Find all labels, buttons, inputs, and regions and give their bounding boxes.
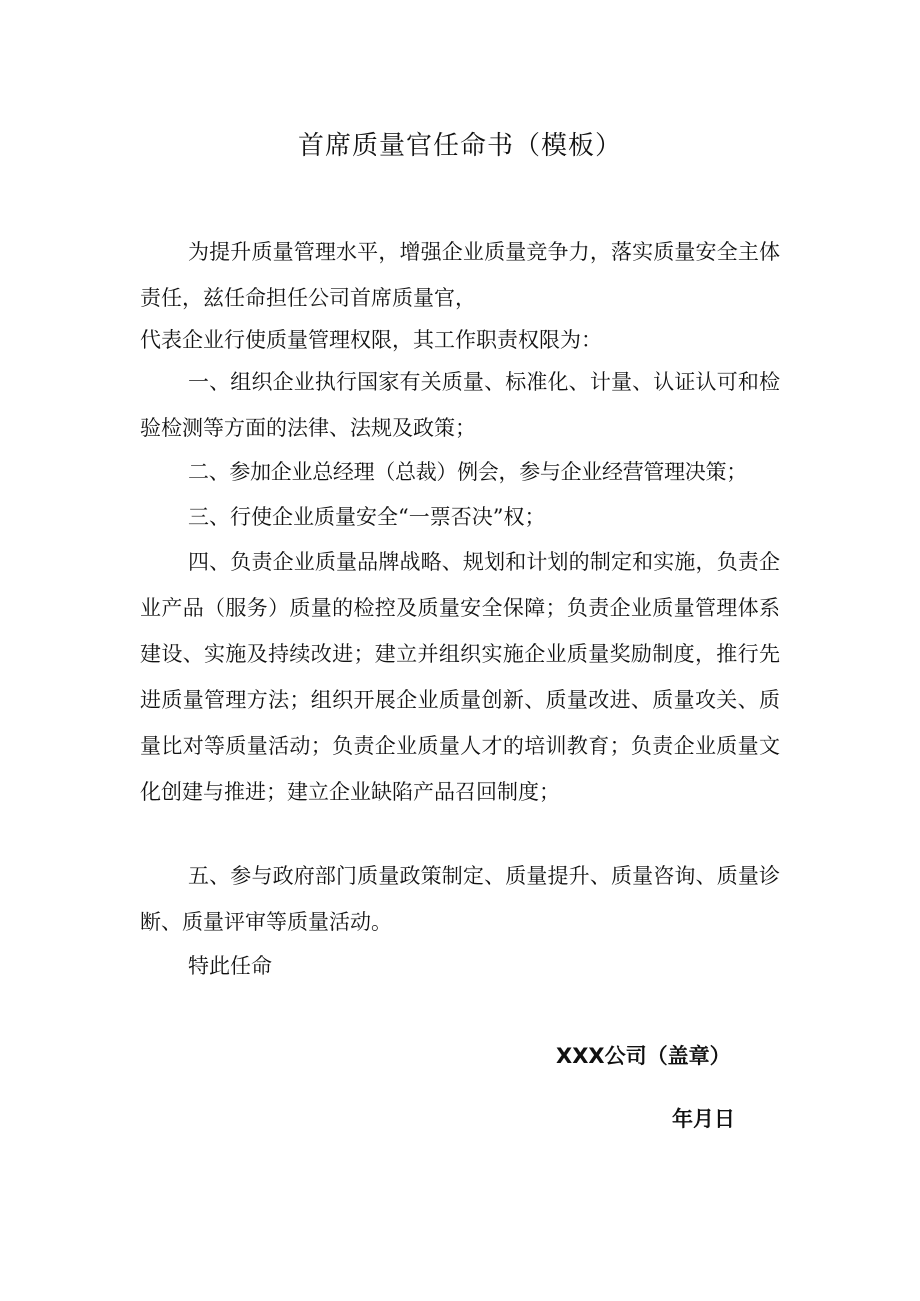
duty-item-2: 二、参加企业总经理（总裁）例会，参与企业经营管理决策；	[188, 460, 747, 484]
duty-item-4: 四、负责企业质量品牌战略、规划和计划的制定和实施，负责企业产品（服务）质量的检控及质量安全保障；负责企业质量管理体系建设、实施及持续改进；建立并组织实施企业质量奖励制度，推行先进质量管理方法；组织开展企业质量创新、质量改进、质量攻关、质量比对等质量活动；负责企业质量人才的培训教育；负责企业质量文化创建与推进；建立企业缺陷产品召回制度；	[140, 550, 780, 804]
duty-item-3: 三、行使企业质量安全“一票否决”权；	[188, 505, 546, 529]
date-line: 年月日	[672, 1107, 735, 1131]
duty-item-5: 五、参与政府部门质量政策制定、质量提升、质量咨询、质量诊断、质量评审等质量活动。	[140, 864, 780, 934]
intro-paragraph: 为提升质量管理水平，增强企业质量竞争力，落实质量安全主体责任，兹任命担任公司首席质量官，	[140, 240, 780, 310]
duty-item-1: 一、组织企业执行国家有关质量、标准化、计量、认证认可和检验检测等方面的法律、法规及政策；	[140, 370, 780, 440]
authority-line: 代表企业行使质量管理权限，其工作职责权限为：	[140, 328, 602, 352]
document-title: 首席质量官任命书（模板）	[297, 131, 622, 161]
closing-text: 特此任命	[188, 954, 272, 978]
company-seal-line: XXX公司（盖章）	[556, 1044, 731, 1068]
